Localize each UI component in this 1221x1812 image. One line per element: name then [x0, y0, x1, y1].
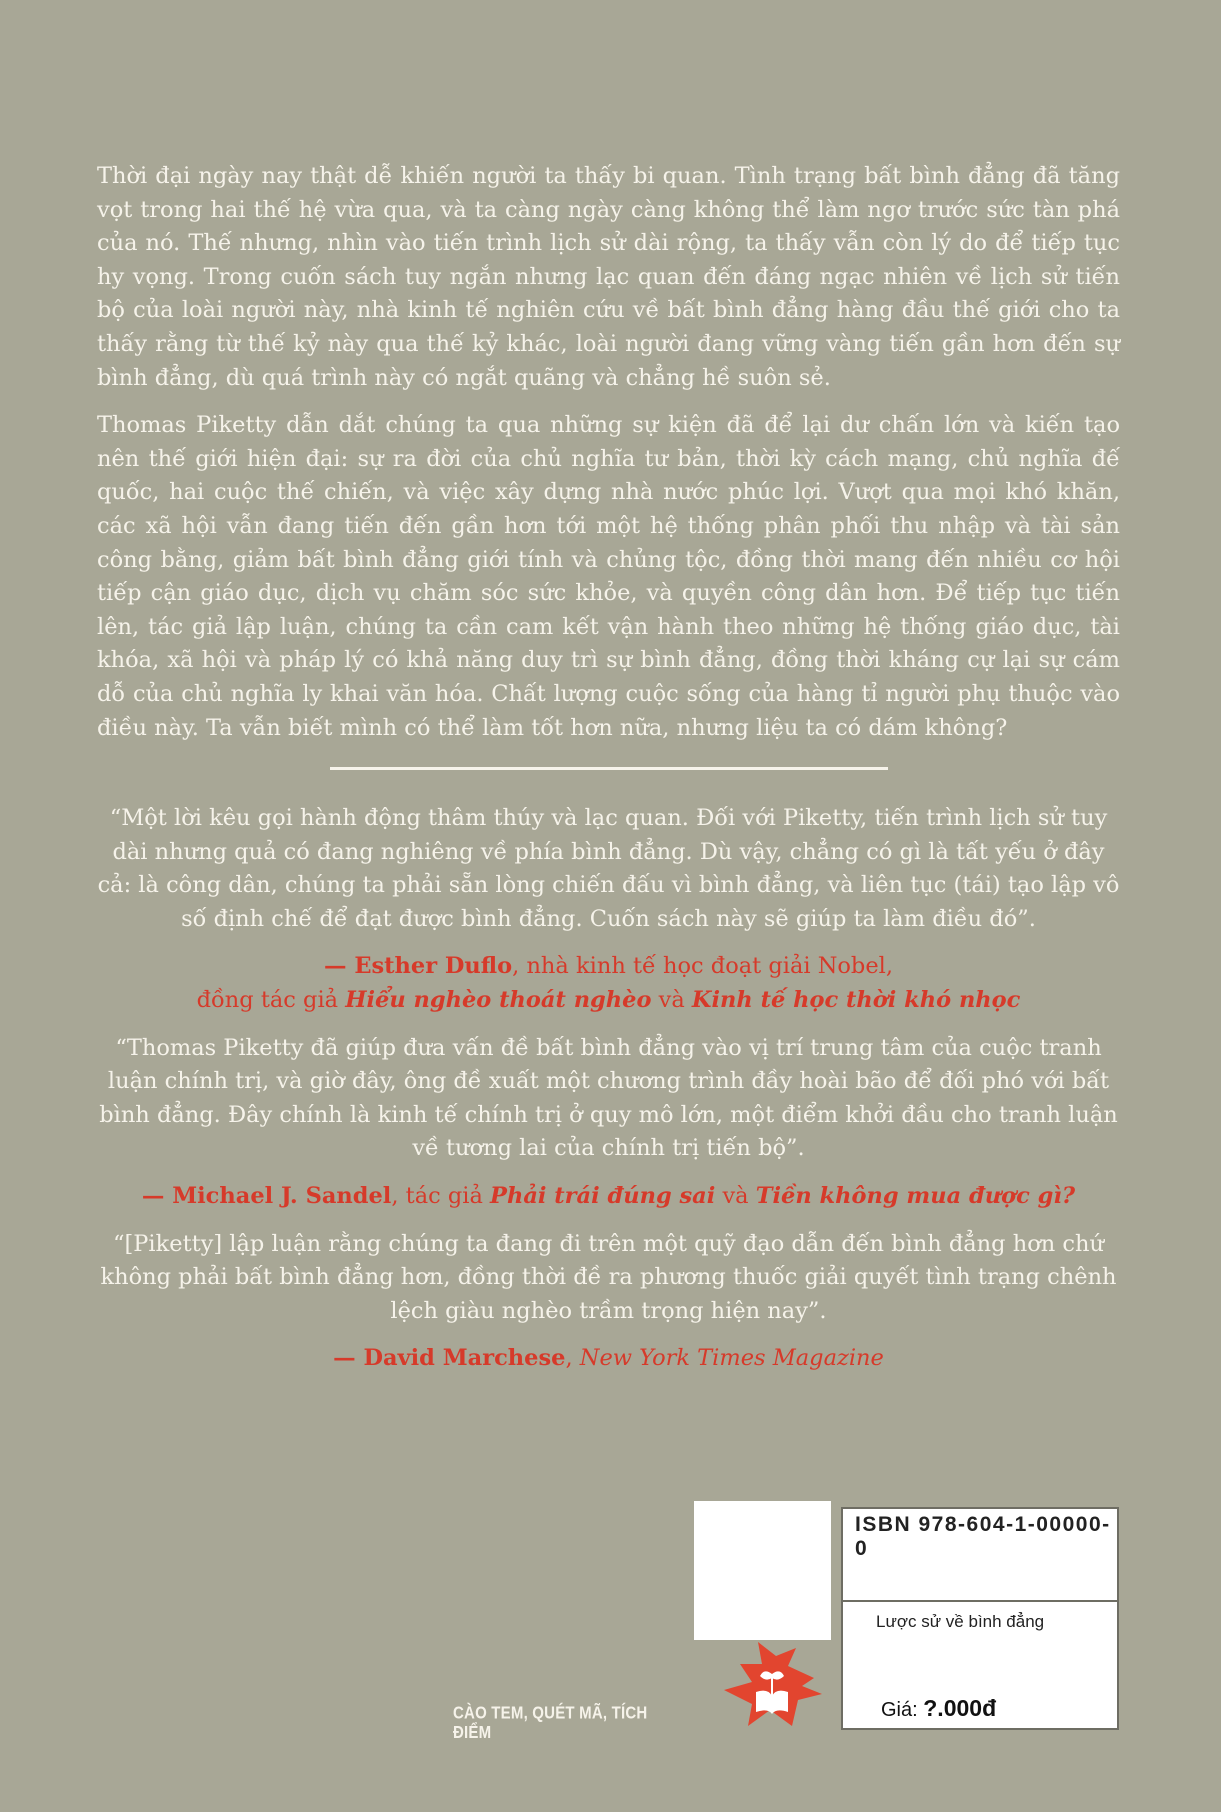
book-title-label: Lược sử về bình đẳng: [876, 1612, 1045, 1631]
author-role: , tác giả: [391, 1182, 491, 1209]
book-title: Tiền không mua được gì?: [755, 1182, 1076, 1209]
book-title: Phải trái đúng sai: [490, 1182, 716, 1209]
blurb-paragraph: Thomas Piketty dẫn dắt chúng ta qua những sự kiện đã để lại dư chấn lớn và kiến tạo nên thế giới hiện đại: sự ra đời của chủ nghĩa tư bản, thời kỳ cách mạng, chủ nghĩa đế quốc, hai cuộc thế chiến, và việc xây dựng nhà nước phúc lợi. Vượt qua mọi khó khăn, các xã hội vẫn đang tiến đến gần hơn tới một hệ thống phân phối thu nhập và tài sản công bằng, giảm bất bình đẳng giới tính và chủng tộc, đồng thời mang đến nhiều cơ hội tiếp cận giáo dục, dịch vụ chăm sóc sức khỏe, và quyền công dân hơn. Để tiếp tục tiến lên, tác giả lập luận, chúng ta cần cam kết vận hành theo những hệ thống giáo dục, tài khóa, xã hội và pháp lý có khả năng duy trì sự bình đẳng, đồng thời kháng cự lại sự cám dỗ của chủ nghĩa ly khai văn hóa. Chất lượng cuộc sống của hàng tỉ người phụ thuộc vào điều này. Ta vẫn biết mình có thể làm tốt hơn nữa, nhưng liệu ta có dám không?: [97, 412, 1120, 741]
publisher-bird-book-logo-icon: [718, 1638, 828, 1730]
endorsement-attribution: [97, 1180, 1120, 1214]
author-role: , nhà kinh tế học đoạt giải Nobel,: [512, 953, 894, 980]
price-value: ?.000đ: [923, 1695, 997, 1721]
author-role: ,: [565, 1345, 580, 1372]
endorsements: [97, 802, 1120, 1390]
author-role: đồng tác giả: [196, 986, 346, 1013]
conjunction: và: [651, 986, 692, 1013]
endorsement-quote: “Thomas Piketty đã giúp đưa vấn đề bất bình đẳng vào vị trí trung tâm của cuộc tranh luận chính trị, và giờ đây, ông đề xuất một chương trình đầy hoài bão để đối phó với bất bình đẳng. Đây chính là kinh tế chính trị ở quy mô lớn, một điểm khởi đầu cho tranh luận về tương lai của chính trị tiến bộ”.: [99, 1034, 1118, 1162]
book-title: Hiểu nghèo thoát nghèo: [345, 986, 652, 1013]
endorsement-quote: “Một lời kêu gọi hành động thâm thúy và lạc quan. Đối với Piketty, tiến trình lịch sử tuy dài nhưng quả có đang nghiêng về phía bình đẳng. Dù vậy, chẳng có gì là tất yếu ở đây cả: là công dân, chúng ta phải sẵn lòng chiến đấu vì bình đẳng, và liên tục (tái) tạo lập vô số định chế để đạt được bình đẳng. Cuốn sách này sẽ giúp ta làm điều đó”.: [97, 805, 1120, 932]
endorsement-attribution: [97, 1342, 1120, 1376]
price-label: Giá:: [881, 1699, 924, 1721]
isbn-barcode-box: [841, 1507, 1119, 1730]
stamp-label: CÀO TEM, QUÉT MÃ, TÍCH ĐIỂM: [453, 1703, 648, 1743]
blurb-paragraph: Thời đại ngày nay thật dễ khiến người ta thấy bi quan. Tình trạng bất bình đẳng đã tăng vọt trong hai thế hệ vừa qua, và ta càng ngày càng không thể làm ngơ trước sức tàn phá của nó. Thế nhưng, nhìn vào tiến trình lịch sử dài rộng, ta thấy vẫn còn lý do để tiếp tục hy vọng. Trong cuốn sách tuy ngắn nhưng lạc quan đến đáng ngạc nhiên về lịch sử tiến bộ của loài người này, nhà kinh tế nghiên cứu về bất bình đẳng hàng đầu thế giới cho ta thấy rằng từ thế kỷ này qua thế kỷ khác, loài người đang vững vàng tiến gần hơn đến sự bình đẳng, dù quá trình này có ngắt quãng và chẳng hề suôn sẻ.: [97, 163, 1120, 391]
endorsement-quote: “[Piketty] lập luận rằng chúng ta đang đi trên một quỹ đạo dẫn đến bình đẳng hơn chứ không phải bất bình đẳng hơn, đồng thời đề ra phương thuốc giải quyết tình trạng chênh lệch giàu nghèo trầm trọng hiện nay”.: [100, 1230, 1117, 1324]
section-divider: [330, 767, 888, 770]
conjunction: và: [715, 1182, 756, 1209]
endorsement-author: — Michael J. Sandel: [141, 1182, 392, 1209]
barcode-area: [843, 1509, 1117, 1602]
endorsement-author: — David Marchese: [333, 1345, 566, 1372]
isbn-number: ISBN 978-604-1-00000-0: [855, 1513, 1111, 1560]
price: [881, 1695, 996, 1722]
publication-name: New York Times Magazine: [579, 1345, 884, 1372]
endorsement-attribution: [97, 950, 1120, 1017]
endorsement-author: — Esther Duflo: [323, 953, 513, 980]
back-cover-blurb: [97, 160, 1120, 759]
book-title: Kinh tế học thời khó nhọc: [691, 986, 1021, 1013]
scratch-stamp-area: [694, 1501, 831, 1640]
